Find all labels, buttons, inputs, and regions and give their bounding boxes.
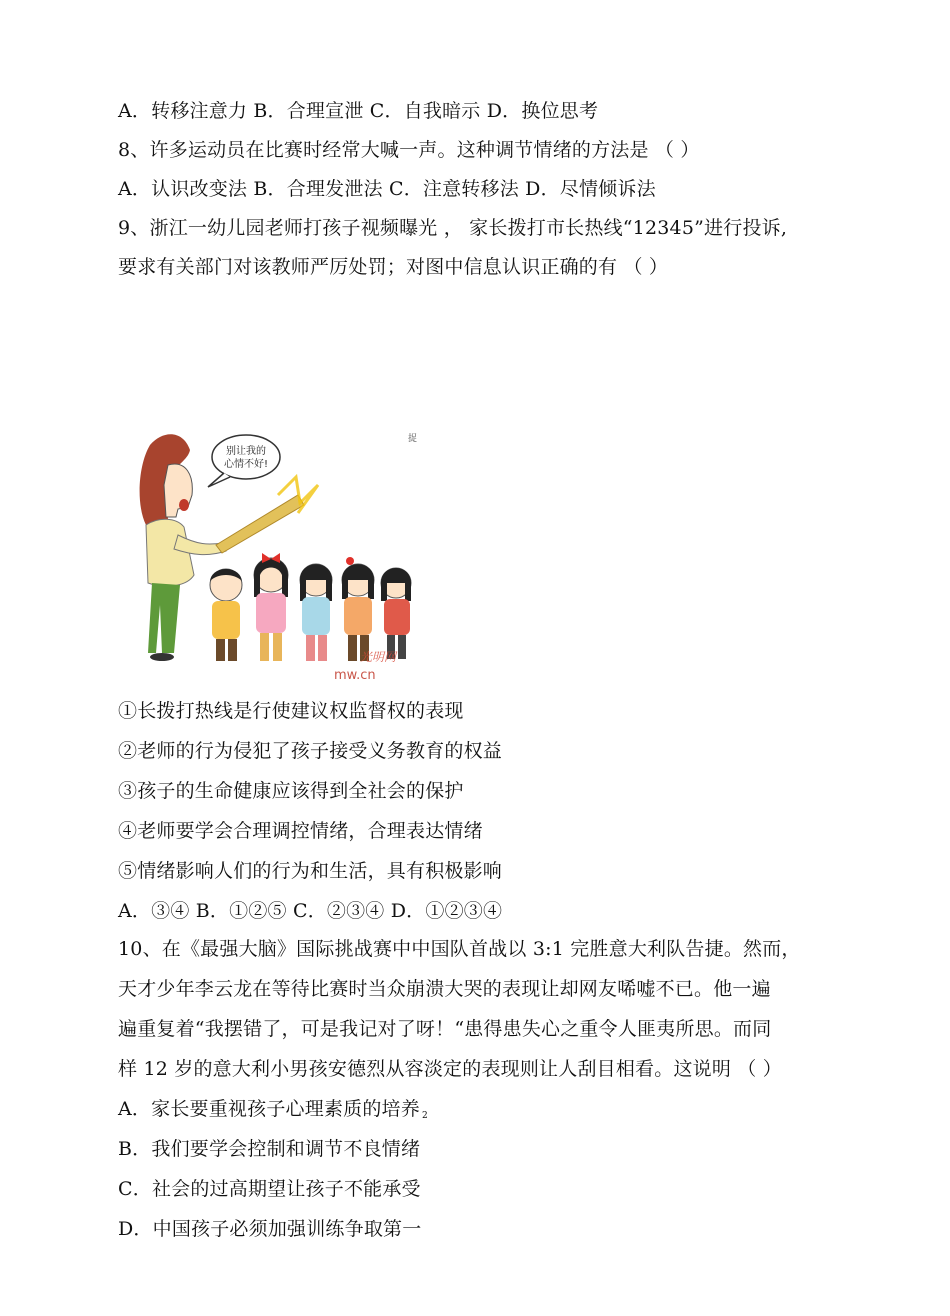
- child-4: [342, 557, 374, 661]
- speech-text-line1: 别让我的: [226, 446, 266, 457]
- q10-option-b: B．我们要学会控制和调节不良情绪: [118, 1138, 421, 1160]
- teacher-shoe: [150, 653, 174, 661]
- q9-stem-line1: 9、浙江一幼儿园老师打孩子视频曝光 ， 家长拨打市长热线“12345”进行投诉,: [118, 217, 788, 239]
- q10-option-a: [118, 1097, 428, 1128]
- teacher-face: [164, 464, 192, 517]
- q10-line1: 10、在《最强大脑》国际挑战赛中中国队首战以 3:1 完胜意大利队告捷。然而，: [118, 938, 801, 960]
- cartoon-teacher-children: [128, 425, 428, 685]
- statement-1: ①长拨打热线是行使建议权监督权的表现: [118, 700, 464, 722]
- child-3: [300, 564, 332, 661]
- q9-stem-line2: 要求有关部门对该教师严厉处罚；对图中信息认识正确的有 （ ）: [118, 256, 669, 278]
- ruler: [216, 495, 304, 553]
- q8-options: A．认识改变法 B．合理发泄法 C．注意转移法 D．尽情倾诉法: [118, 178, 656, 200]
- corner-mark: 捉: [408, 434, 418, 444]
- teacher-mouth: [179, 499, 189, 511]
- q10-line2: 天才少年李云龙在等待比赛时当众崩溃大哭的表现让却网友唏嘘不已。他一遍: [118, 978, 771, 1000]
- q10-line3: 遍重复着“我摆错了，可是我记对了呀！“患得患失心之重令人匪夷所思。而同: [118, 1018, 772, 1040]
- teacher-pants: [148, 583, 180, 653]
- q10-option-a-text: A．家长要重视孩子心理素质的培养: [118, 1098, 420, 1120]
- statement-4: ④老师要学会合理调控情绪，合理表达情绪: [118, 820, 483, 842]
- watermark: mw.cn: [334, 668, 376, 683]
- watermark-cn: 光明网: [360, 650, 397, 664]
- statement-3: ③孩子的生命健康应该得到全社会的保护: [118, 780, 464, 802]
- statement-5: ⑤情绪影响人们的行为和生活，具有积极影响: [118, 860, 503, 882]
- child-2: [254, 553, 288, 661]
- q7-options: A．转移注意力 B．合理宣泄 C．自我暗示 D．换位思考: [118, 100, 599, 122]
- q9-options: A．③④ B．①②⑤ C．②③④ D．①②③④: [118, 900, 503, 922]
- q10-line4: 样 12 岁的意大利小男孩安德烈从容淡定的表现则让人刮目相看。这说明 （ ）: [118, 1058, 782, 1080]
- q10-option-c: C．社会的过高期望让孩子不能承受: [118, 1178, 421, 1200]
- speech-text-line2: 心情不好!: [223, 459, 269, 470]
- statement-2: ②老师的行为侵犯了孩子接受义务教育的权益: [118, 740, 503, 762]
- q10-option-a-mark: 2: [421, 1111, 428, 1121]
- q10-option-d: D．中国孩子必须加强训练争取第一: [118, 1218, 422, 1240]
- q8-stem: 8、许多运动员在比赛时经常大喊一声。这种调节情绪的方法是 （ ）: [118, 139, 700, 161]
- speech-bubble: [212, 435, 280, 479]
- child-1: [210, 569, 242, 661]
- child-5: [381, 568, 411, 659]
